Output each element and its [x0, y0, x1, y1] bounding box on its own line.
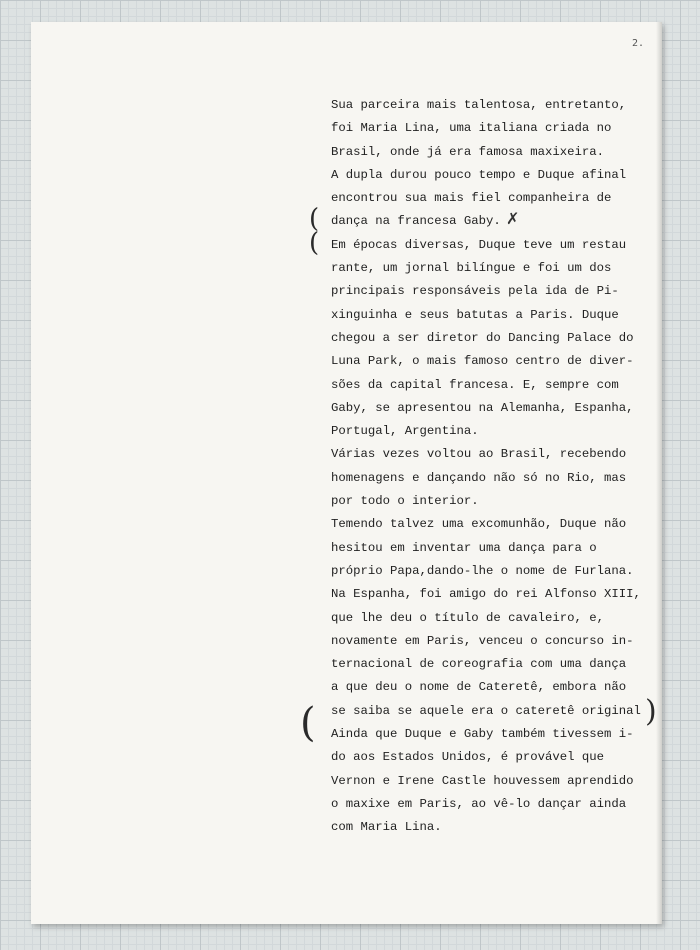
text-line: rante, um jornal bilíngue e foi um dos	[331, 261, 612, 276]
text-line: principais responsáveis pela ida de Pi-	[331, 284, 619, 299]
text-line: Portugal, Argentina.	[331, 424, 479, 439]
text-line: com Maria Lina.	[331, 820, 442, 835]
text-line: próprio Papa,dando-lhe o nome de Furlana.	[331, 563, 634, 578]
text-line: Luna Park, o mais famoso centro de diver-	[331, 354, 634, 369]
text-line: Brasil, onde já era famosa maxixeira.	[331, 144, 605, 159]
text-line: Temendo talvez uma excomunhão, Duque não	[331, 517, 627, 532]
text-line: o maxixe em Paris, ao vê-lo dançar ainda	[331, 796, 627, 811]
text-line: foi Maria Lina, uma italiana criada no	[331, 121, 612, 136]
text-line: a que deu o nome de Cateretê, embora não	[331, 680, 627, 695]
text-line: sões da capital francesa. E, sempre com	[331, 377, 619, 392]
text-line: Vernon e Irene Castle houvessem aprendido	[331, 773, 634, 788]
text-line: que lhe deu o título de cavaleiro, e,	[331, 610, 605, 625]
text-line: se saiba se aquele era o cateretê original	[331, 703, 641, 718]
text-line: A dupla durou pouco tempo e Duque afinal	[331, 167, 627, 182]
page-number: 2.	[632, 38, 645, 49]
text-line: Em épocas diversas, Duque teve um restau	[331, 237, 627, 252]
text-line: Ainda que Duque e Gaby também tivessem i-	[331, 727, 634, 742]
text-line: chegou a ser diretor do Dancing Palace do	[331, 330, 634, 345]
text-line: xinguinha e seus batutas a Paris. Duque	[331, 307, 619, 322]
paragraph-bracket-mark: (	[309, 228, 320, 258]
text-line: ternacional de coreografia com uma dança	[331, 657, 627, 672]
text-line: novamente em Paris, venceu o concurso in-	[331, 633, 634, 648]
paragraph-bracket-mark: (	[309, 204, 320, 234]
text-line: Na Espanha, foi amigo do rei Alfonso XIII,	[331, 587, 641, 602]
text-line: Gaby, se apresentou na Alemanha, Espanha,	[331, 400, 634, 415]
text-line: por todo o interior.	[331, 494, 479, 509]
text-line: hesitou em inventar uma dança para o	[331, 540, 597, 555]
text-line: homenagens e dançando não só no Rio, mas	[331, 470, 627, 485]
text-line: dança na francesa Gaby.	[331, 214, 501, 229]
text-line: encontrou sua mais fiel companheira de	[331, 191, 612, 206]
text-line: do aos Estados Unidos, é provável que	[331, 750, 605, 765]
text-line: Sua parceira mais talentosa, entretanto,	[331, 98, 627, 112]
typed-text-body	[331, 94, 661, 840]
cross-mark: ✗	[506, 209, 520, 228]
paragraph-bracket-mark: (	[300, 700, 316, 746]
text-line: Várias vezes voltou ao Brasil, recebendo	[331, 447, 627, 462]
paragraph-bracket-mark: )	[645, 694, 657, 729]
